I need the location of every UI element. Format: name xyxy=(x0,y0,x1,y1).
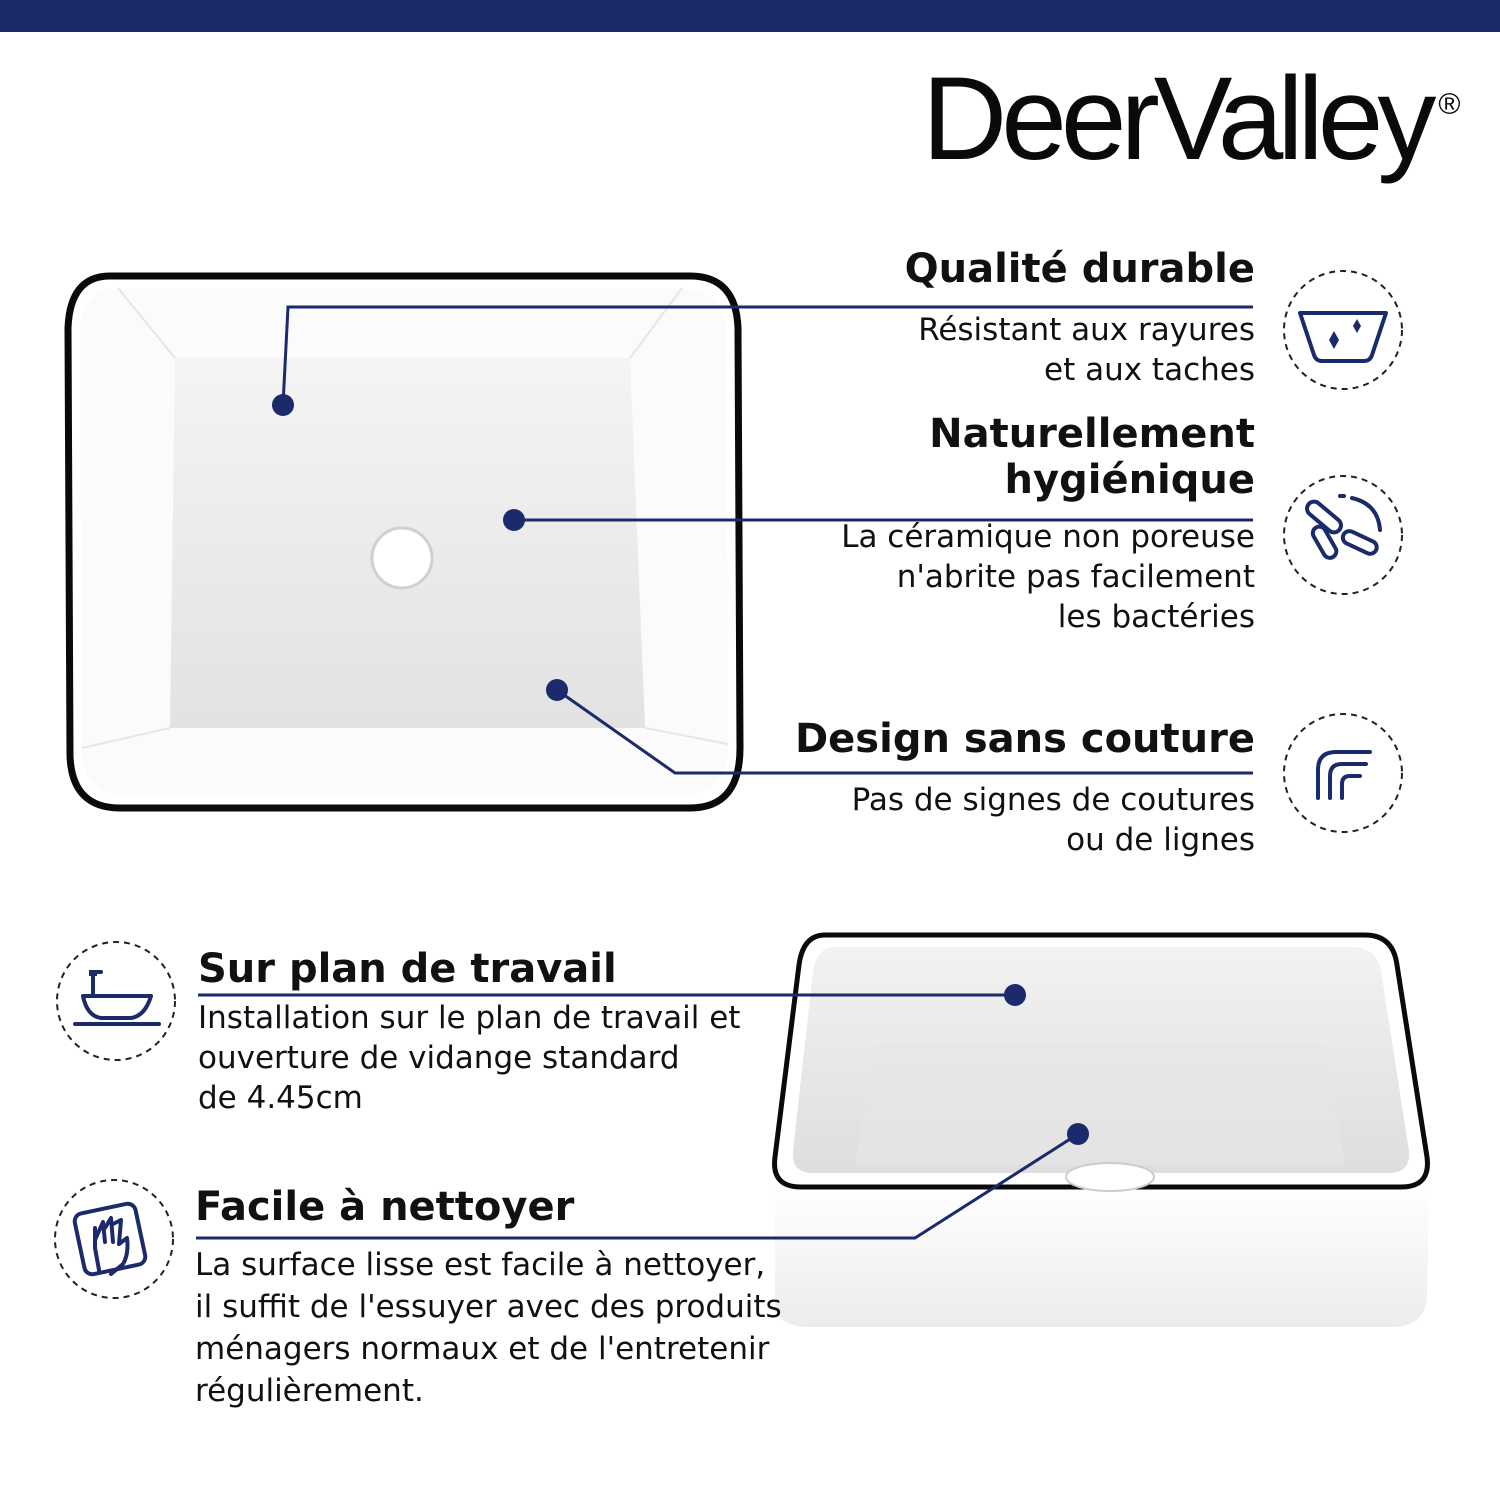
feature-hygienic-desc xyxy=(655,517,1255,637)
feature-countertop xyxy=(198,946,798,1118)
feature-durable xyxy=(655,246,1255,390)
brand-name: DeerValley xyxy=(922,53,1431,185)
feature-easyclean-desc-line: La surface lisse est facile à nettoyer, xyxy=(195,1247,766,1283)
feature-durable-title: Qualité durable xyxy=(904,246,1255,292)
feature-easyclean-title: Facile à nettoyer xyxy=(195,1184,575,1230)
feature-countertop-desc xyxy=(198,998,798,1118)
seamless-callout-dot xyxy=(546,679,568,701)
bacteria-icon xyxy=(1282,474,1404,596)
feature-countertop-desc-line: ouverture de vidange standard xyxy=(198,1040,680,1076)
feature-durable-desc-line: et aux taches xyxy=(1044,352,1255,388)
feature-hygienic-title-line: Naturellement xyxy=(929,411,1255,457)
feature-seamless-desc-line: ou de lignes xyxy=(1066,822,1255,858)
hygienic-callout-dot xyxy=(503,509,525,531)
feature-hygienic-desc-line: La céramique non poreuse xyxy=(841,519,1255,555)
feature-easyclean-desc-line: ménagers normaux et de l'entretenir xyxy=(195,1331,770,1367)
feature-easyclean-desc-line: il suffit de l'essuyer avec des produits xyxy=(195,1289,782,1325)
countertop-callout-dot xyxy=(1004,984,1026,1006)
feature-countertop-title: Sur plan de travail xyxy=(198,946,617,992)
feature-seamless-title: Design sans couture xyxy=(794,716,1255,762)
feature-hygienic-desc-line: n'abrite pas facilement xyxy=(896,559,1255,595)
seamless-curve-icon xyxy=(1282,712,1404,834)
easyclean-callout-dot xyxy=(1067,1123,1089,1145)
durable-callout-dot xyxy=(272,394,294,416)
feature-countertop-desc-line: de 4.45cm xyxy=(198,1080,363,1116)
feature-easyclean xyxy=(195,1184,835,1412)
feature-durable-desc-line: Résistant aux rayures xyxy=(918,312,1255,348)
feature-easyclean-desc-line: régulièrement. xyxy=(195,1373,424,1409)
feature-seamless-desc-line: Pas de signes de coutures xyxy=(851,782,1255,818)
feature-durable-desc xyxy=(655,310,1255,390)
countertop-sink-icon xyxy=(55,940,177,1062)
feature-hygienic-desc-line: les bactéries xyxy=(1057,599,1255,635)
hand-wipe-icon xyxy=(53,1178,175,1300)
feature-hygienic-title-line: hygiénique xyxy=(1004,457,1255,503)
registered-mark: ® xyxy=(1438,88,1461,121)
feature-seamless-desc xyxy=(655,780,1255,860)
scratch-resistant-bowl-icon xyxy=(1282,269,1404,391)
feature-easyclean-desc xyxy=(195,1244,835,1412)
feature-hygienic xyxy=(655,411,1255,637)
feature-seamless xyxy=(655,716,1255,860)
feature-countertop-desc-line: Installation sur le plan de travail et xyxy=(198,1000,741,1036)
